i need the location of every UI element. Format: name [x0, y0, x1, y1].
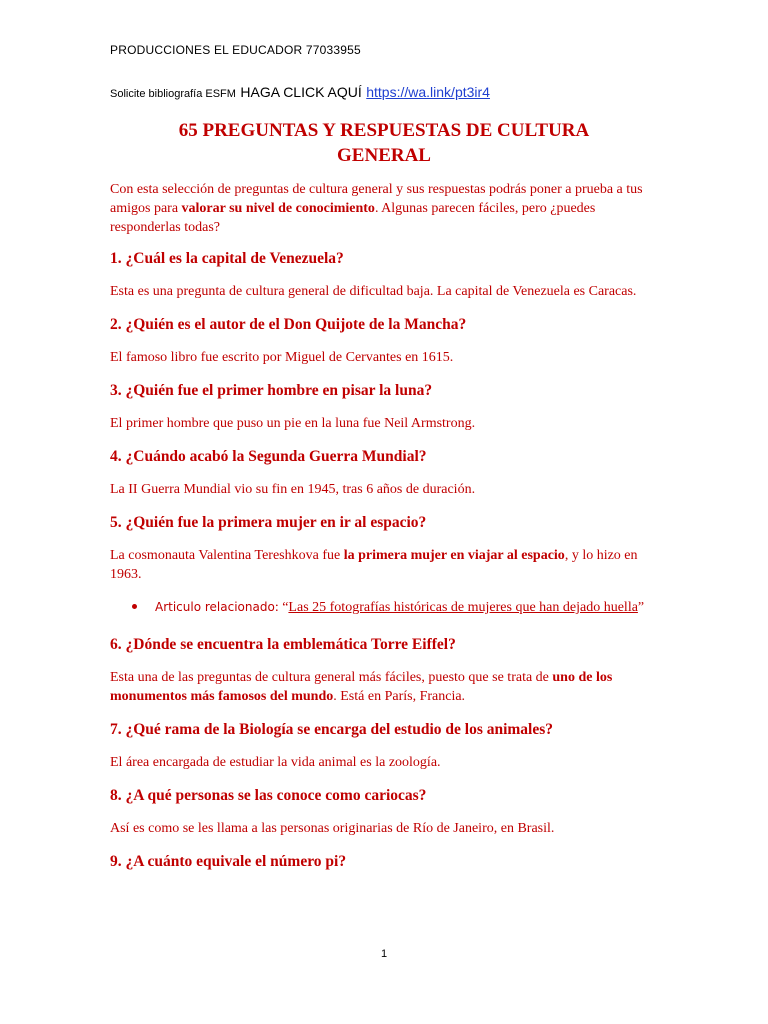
- title-line-1: 65 PREGUNTAS Y RESPUESTAS DE CULTURA: [178, 120, 590, 141]
- answer-5-text: La cosmonauta Valentina Tereshkova fue: [110, 548, 344, 563]
- answer-4: La II Guerra Mundial vio su fin en 1945, tras 6 años de duración.: [110, 482, 476, 497]
- related-close-quote: ”: [637, 600, 645, 615]
- question-6: 6. ¿Dónde se encuentra la emblemática Torre Eiffel?: [110, 636, 456, 653]
- question-5: 5. ¿Quién fue la primera mujer en ir al espacio?: [110, 514, 427, 531]
- answer-6: [110, 668, 655, 706]
- answer-3: El primer hombre que puso un pie en la luna fue Neil Armstrong.: [110, 416, 476, 431]
- click-here-text: HAGA CLICK AQUÍ: [240, 84, 362, 100]
- question-7: 7. ¿Qué rama de la Biología se encarga del estudio de los animales?: [110, 721, 554, 738]
- page-number: 1: [380, 948, 388, 960]
- question-9: 9. ¿A cuánto equivale el número pi?: [110, 853, 347, 870]
- answer-6-bold: uno de los monumentos más famosos del mundo: [110, 670, 613, 704]
- related-label: Articulo relacionado: [155, 600, 275, 614]
- question-3: 3. ¿Quién fue el primer hombre en pisar la luna?: [110, 382, 433, 399]
- answer-1: Esta es una pregunta de cultura general de dificultad baja. La capital de Venezuela es Caracas.: [110, 284, 637, 299]
- answer-6-text-end: . Está en París, Francia.: [333, 689, 466, 704]
- whatsapp-link[interactable]: https://wa.link/pt3ir4: [366, 84, 490, 100]
- related-article-link[interactable]: Las 25 fotografías históricas de mujeres que han dejado huella: [288, 600, 638, 615]
- title-line-2: GENERAL: [337, 145, 431, 166]
- related-open-quote: : “: [274, 600, 289, 615]
- answer-5-text-end: , y lo hizo en 1963.: [110, 548, 638, 582]
- intro-text-end: . Algunas parecen fáciles, pero ¿puedes responderlas todas?: [110, 201, 596, 235]
- answer-5-bold: la primera mujer en viajar al espacio: [343, 548, 565, 563]
- question-8: 8. ¿A qué personas se las conoce como cariocas?: [110, 787, 427, 804]
- bibliography-line: [110, 84, 490, 102]
- question-4: 4. ¿Cuándo acabó la Segunda Guerra Mundial?: [110, 448, 427, 465]
- page-header: PRODUCCIONES EL EDUCADOR 77033955: [110, 43, 361, 57]
- bibliography-text: Solicite bibliografía ESFM: [110, 88, 236, 100]
- document-body: [110, 180, 655, 872]
- answer-7: El área encargada de estudiar la vida animal es la zoología.: [110, 755, 441, 770]
- answer-5: [110, 546, 655, 584]
- intro-bold: valorar su nivel de conocimiento: [181, 201, 375, 216]
- answer-8: Así es como se les llama a las personas originarias de Río de Janeiro, en Brasil.: [110, 821, 555, 836]
- document-title: [110, 118, 658, 168]
- bullet-icon: [132, 604, 137, 609]
- question-1: 1. ¿Cuál es la capital de Venezuela?: [110, 250, 344, 267]
- answer-2: El famoso libro fue escrito por Miguel de Cervantes en 1615.: [110, 350, 454, 365]
- intro-text: Con esta selección de preguntas de cultura general y sus respuestas podrás poner a prueba a tus amigos para: [110, 182, 643, 216]
- answer-6-text: Esta una de las preguntas de cultura general más fáciles, puesto que se trata de: [110, 670, 553, 685]
- intro-paragraph: [110, 180, 655, 237]
- related-article: [110, 598, 655, 617]
- question-2: 2. ¿Quién es el autor de el Don Quijote de la Mancha?: [110, 316, 467, 333]
